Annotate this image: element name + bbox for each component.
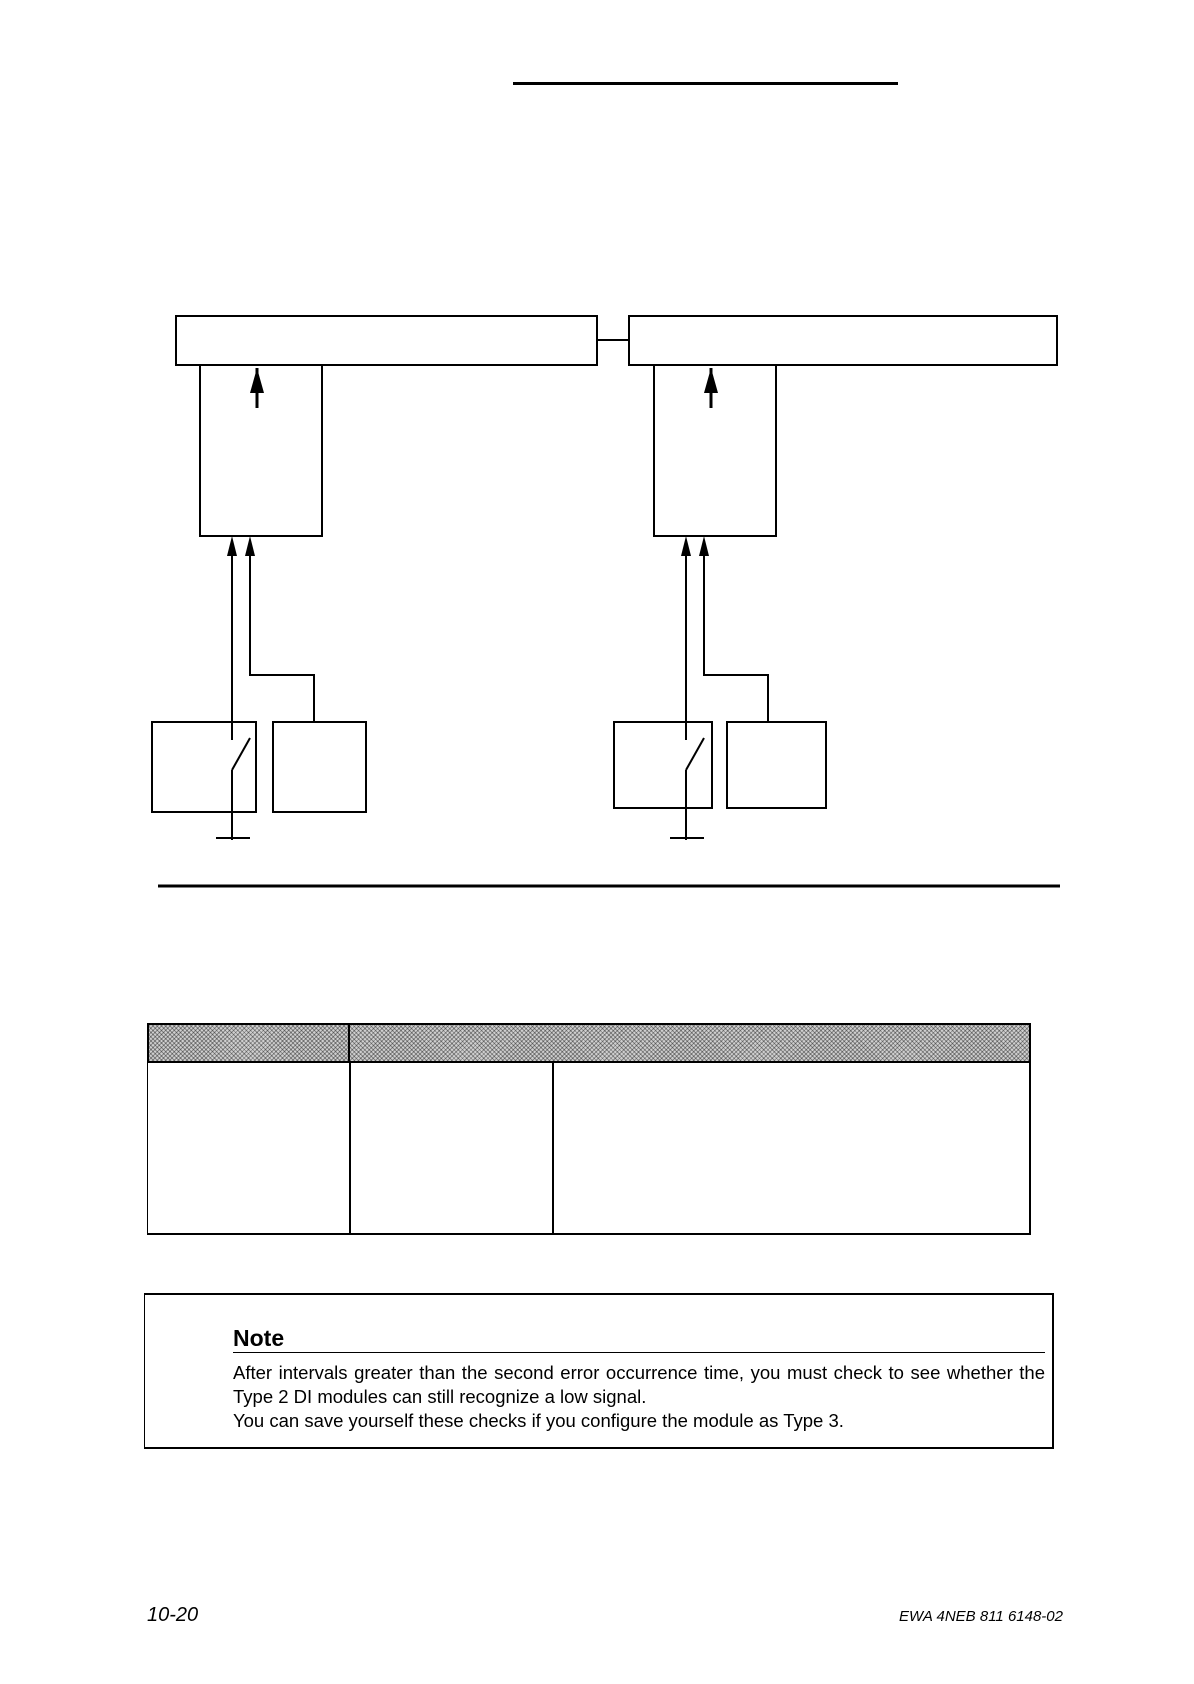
- right-switch-contact: [686, 738, 704, 770]
- table-header-cell-2: [350, 1023, 1031, 1063]
- left-input-line-2: [250, 540, 314, 722]
- data-table: [147, 1023, 1031, 1235]
- note-box: [144, 1293, 1054, 1449]
- document-id: EWA 4NEB 811 6148-02: [899, 1608, 1063, 1625]
- right-bus-block: [629, 316, 1057, 365]
- note-body: [233, 1361, 1045, 1433]
- left-switch-box: [152, 722, 256, 812]
- table-header-cell-1: [147, 1023, 350, 1063]
- note-title-rule: [233, 1352, 1045, 1353]
- note-paragraph-2: You can save yourself these checks if you configure the module as Type 3.: [233, 1410, 844, 1431]
- left-switch-contact: [232, 738, 250, 770]
- right-switch-box: [614, 722, 712, 808]
- left-bus-block: [176, 316, 597, 365]
- table-col-divider-1: [349, 1063, 351, 1235]
- right-sensor-box: [727, 722, 826, 808]
- note-title: Note: [233, 1325, 285, 1351]
- left-sensor-box: [273, 722, 366, 812]
- right-input-line-2: [704, 540, 768, 722]
- note-paragraph-1: After intervals greater than the second error occurrence time, you must check to see whether the Type 2 DI modules can still recognize a low signal.: [233, 1362, 1045, 1407]
- table-body: [147, 1063, 1031, 1235]
- table-col-divider-2: [552, 1063, 554, 1235]
- page-number: 10-20: [147, 1604, 199, 1626]
